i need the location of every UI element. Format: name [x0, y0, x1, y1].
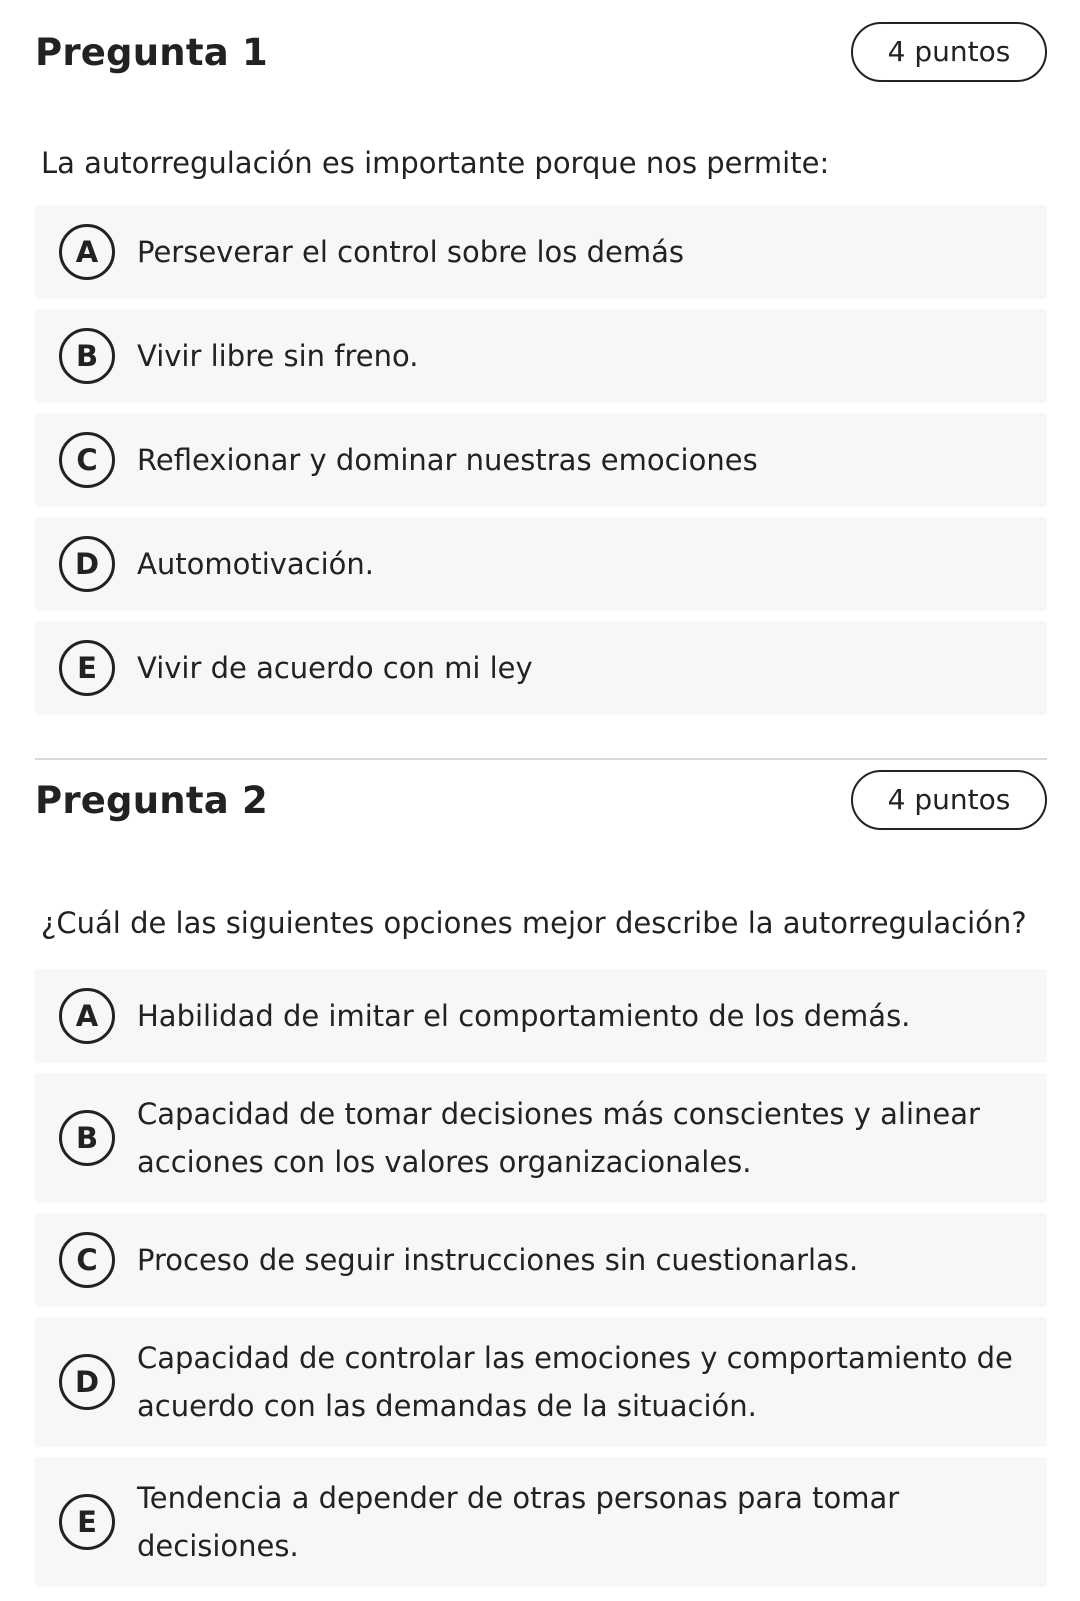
answer-options [35, 969, 1047, 1587]
option-letter-badge: B [59, 328, 115, 384]
option-text: Capacidad de controlar las emociones y comportamiento de acuerdo con las demandas de la situación. [137, 1341, 1013, 1423]
question-title: Pregunta 1 [35, 31, 268, 74]
question-header [35, 0, 1047, 86]
option-b[interactable] [35, 1073, 1047, 1203]
option-a[interactable] [35, 205, 1047, 299]
points-badge: 4 puntos [851, 770, 1047, 830]
option-text: Reflexionar y dominar nuestras emociones [137, 443, 758, 477]
option-c[interactable] [35, 413, 1047, 507]
option-letter-badge: B [59, 1110, 115, 1166]
option-a[interactable] [35, 969, 1047, 1063]
option-text: Proceso de seguir instrucciones sin cuestionarlas. [137, 1243, 859, 1277]
option-d[interactable] [35, 1317, 1047, 1447]
option-letter-badge: C [59, 432, 115, 488]
question-header [35, 760, 1047, 843]
question-text: La autorregulación es importante porque nos permite: [41, 146, 830, 180]
question-2 [35, 760, 1047, 1587]
points-badge: 4 puntos [851, 22, 1047, 82]
option-d[interactable] [35, 517, 1047, 611]
option-e[interactable] [35, 1457, 1047, 1587]
option-letter-badge: A [59, 988, 115, 1044]
option-text: Automotivación. [137, 547, 375, 581]
option-text: Perseverar el control sobre los demás [137, 235, 684, 269]
option-letter-badge: E [59, 1494, 115, 1550]
option-text: Capacidad de tomar decisiones más conscientes y alinear acciones con los valores organizacionales. [137, 1097, 980, 1179]
option-text: Vivir de acuerdo con mi ley [137, 651, 533, 685]
question-text: ¿Cuál de las siguientes opciones mejor describe la autorregulación? [41, 906, 1027, 940]
option-e[interactable] [35, 621, 1047, 715]
option-text: Tendencia a depender de otras personas para tomar decisiones. [137, 1481, 900, 1563]
option-text: Habilidad de imitar el comportamiento de los demás. [137, 999, 911, 1033]
answer-options [35, 205, 1047, 715]
option-text: Vivir libre sin freno. [137, 339, 419, 373]
option-letter-badge: A [59, 224, 115, 280]
option-letter-badge: D [59, 1354, 115, 1410]
option-letter-badge: E [59, 640, 115, 696]
quiz-page [35, 0, 1047, 1597]
option-letter-badge: D [59, 536, 115, 592]
option-letter-badge: C [59, 1232, 115, 1288]
question-1 [35, 0, 1047, 715]
option-c[interactable] [35, 1213, 1047, 1307]
question-title: Pregunta 2 [35, 779, 268, 822]
option-b[interactable] [35, 309, 1047, 403]
